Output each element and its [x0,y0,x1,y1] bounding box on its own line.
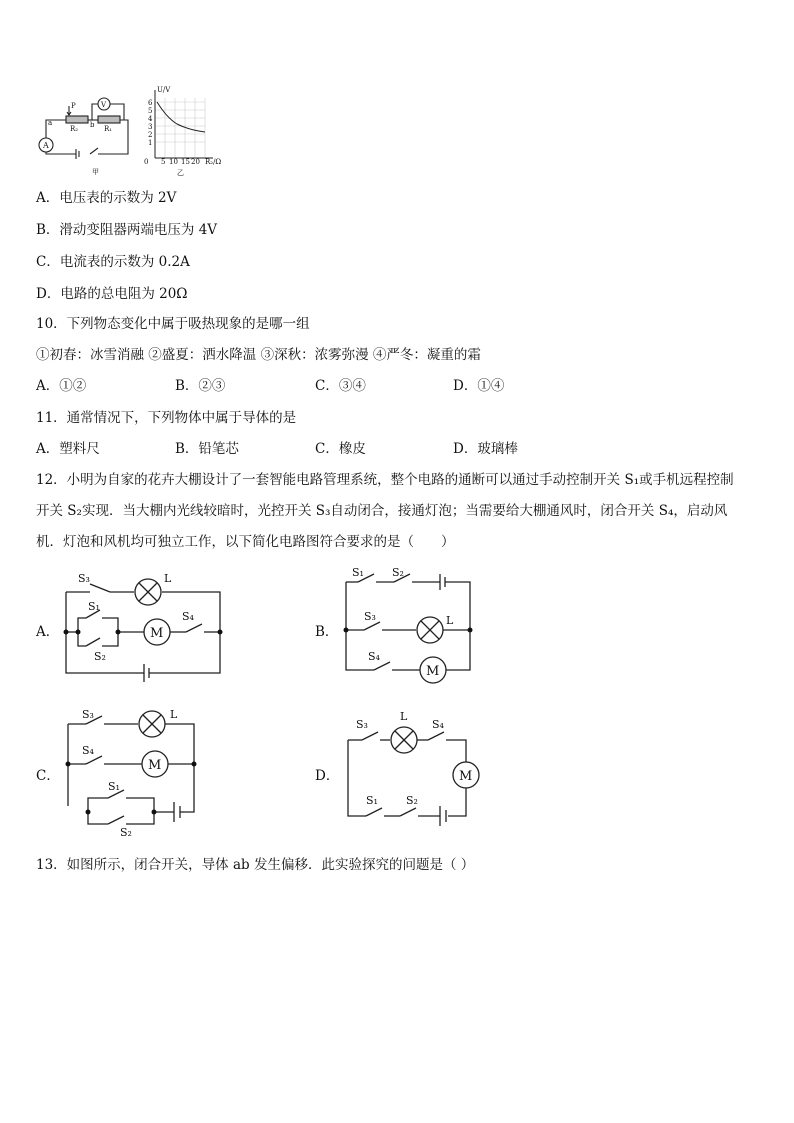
terminal-a-label: a [48,119,53,127]
switch-s4: S₄ [432,718,444,731]
q12-option-c-label: C． [36,768,60,784]
r1-label: R₁ [104,125,113,133]
motor-m: M [459,769,473,784]
q12-stem-line-3: 机．灯泡和风机均可独立工作，以下简化电路图符合要求的是（ ） [36,534,455,550]
slider-label: P [71,102,76,110]
y-tick: 6 [148,99,153,107]
q10-option-a: A．①② [36,378,87,394]
switch-s1: S₁ [108,780,120,793]
switch-s4: S₄ [182,610,194,623]
switch-s4: S₄ [82,744,94,757]
y-tick: 2 [148,131,153,139]
q12-stem-line-1: 12．小明为自家的花卉大棚设计了一套智能电路管理系统，整个电路的通断可以通过手动控制开关 S₁或手机远程控制 [36,472,734,488]
lamp-l: L [446,614,454,627]
switch-s3: S₃ [82,708,94,721]
caption-right: 乙 [177,169,184,177]
x-tick: 20 [191,158,200,166]
switch-s1: S₁ [352,566,364,579]
x-tick: 10 [169,158,178,166]
graph-ylabel: U/V [157,86,171,94]
q12-stem-line-2: 开关 S₂实现．当大棚内光线较暗时，光控开关 S₃自动闭合，接通灯泡；当需要给大棚通风时，闭合开关 S₄，启动风 [36,503,728,519]
q9-option-b: B．滑动变阻器两端电压为 4V [36,222,218,238]
x-tick: 0 [144,158,149,166]
q12-circuit-b [336,566,486,688]
q10-items: ①初春：冰雪消融 ②盛夏：洒水降温 ③深秋：浓雾弥漫 ④严冬：凝重的霜 [36,347,481,363]
motor-m: M [426,664,440,679]
x-tick: 15 [181,158,190,166]
terminal-b-label: b [90,121,95,129]
q12-circuit-d [340,706,490,830]
voltmeter-label: V [101,101,107,109]
q10-stem: 10．下列物态变化中属于吸热现象的是哪一组 [36,316,310,332]
motor-m: M [150,626,164,641]
switch-s2: S₂ [120,826,132,839]
q11-option-d: D．玻璃棒 [453,441,518,457]
q9-voltage-graph [143,80,243,176]
q12-option-a-label: A． [36,624,60,640]
ammeter-label: A [43,141,49,150]
q13-stem: 13．如图所示，闭合开关，导体 ab 发生偏移．此实验探究的问题是（ ） [36,857,475,873]
y-tick: 5 [148,107,153,115]
q11-option-b: B．铅笔芯 [175,441,239,457]
switch-s3: S₃ [356,718,368,731]
q9-option-d: D．电路的总电阻为 20Ω [36,286,188,302]
caption-left: 甲 [92,168,99,176]
switch-s4: S₄ [368,650,380,663]
q10-option-d: D．①④ [453,378,505,394]
q9-option-c: C．电流表的示数为 0.2A [36,254,190,270]
r2-label: R₂ [70,125,79,133]
y-tick: 1 [148,139,153,147]
lamp-l: L [170,708,178,721]
q9-circuit-diagram [36,96,136,176]
x-tick: 5 [161,158,166,166]
q12-option-b-label: B． [315,624,339,640]
lamp-l: L [164,572,172,585]
switch-s2: S₂ [392,566,404,579]
motor-m: M [148,758,162,773]
q11-option-a: A．塑料尺 [36,441,100,457]
lamp-l: L [400,710,408,723]
switch-s3: S₃ [78,572,90,585]
q10-option-c: C．③④ [315,378,366,394]
switch-s1: S₁ [88,600,100,613]
q10-option-b: B．②③ [175,378,226,394]
switch-s1: S₁ [366,794,378,807]
q11-option-c: C．橡皮 [315,441,366,457]
switch-s3: S₃ [364,610,376,623]
q12-circuit-c [60,706,210,838]
q9-option-a: A．电压表的示数为 2V [36,190,177,206]
switch-s2: S₂ [406,794,418,807]
y-tick: 4 [148,115,153,123]
q12-option-d-label: D． [315,768,340,784]
q11-stem: 11．通常情况下，下列物体中属于导体的是 [36,410,297,426]
switch-s2: S₂ [94,650,106,663]
graph-xlabel: R₂/Ω [205,158,222,166]
y-tick: 3 [148,123,153,131]
q12-circuit-a [60,568,230,683]
